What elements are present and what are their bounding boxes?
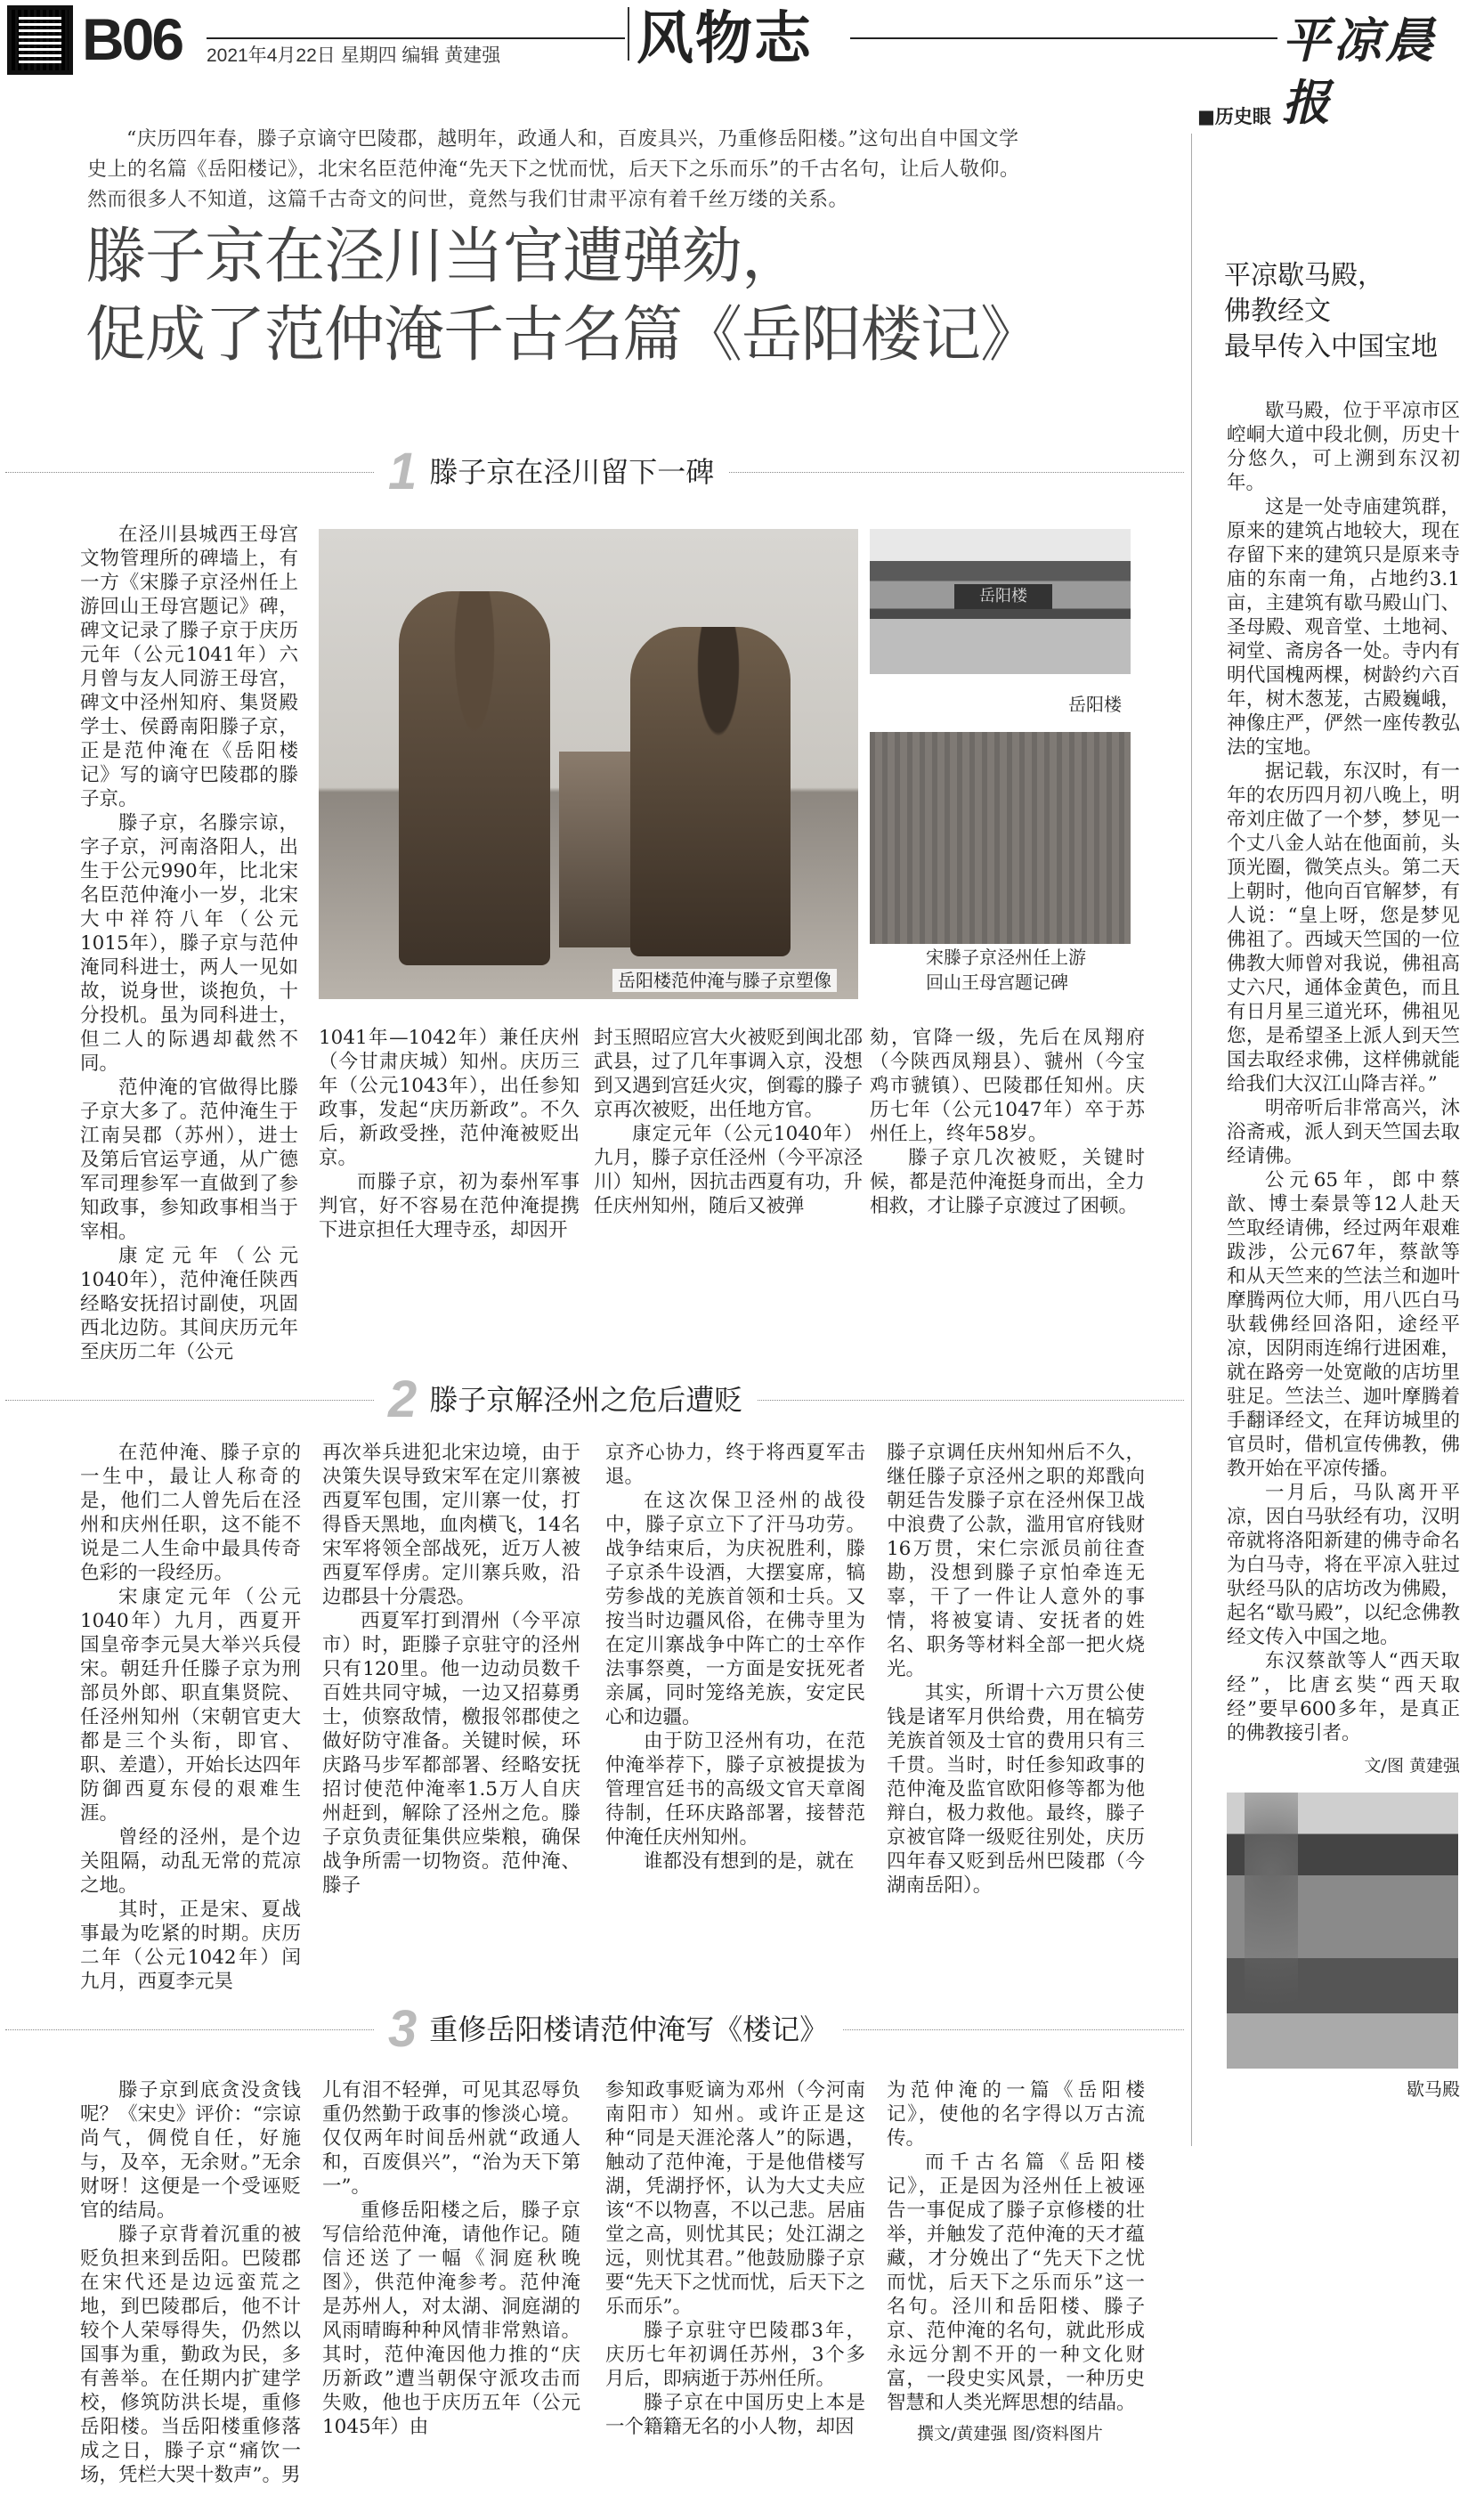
paragraph: 歇马殿，位于平凉市区崆峒大道中段北侧，历史十分悠久，可上溯到东汉初年。 (1227, 400, 1460, 494)
paragraph: 重修岳阳楼之后，滕子京写信给范仲淹，请他作记。随信还送了一幅《洞庭秋晚图》，供范仲淹参考。范仲淹是苏州人，对太湖、洞庭湖的风雨晴晦种种风情非常熟谙。其时，范仲淹因他力推的“庆历新政”遭当朝保守派攻击而失败，他也于庆历五年（公元1045年）由 (322, 2199, 580, 2438)
title-line: 最早传入中国宝地 (1224, 331, 1438, 362)
paragraph: 其时，正是宋、夏战事最为吃紧的时期。庆历二年（公元1042年）闰九月，西夏李元昊 (80, 1898, 301, 1993)
paragraph: 京齐心协力，终于将西夏军击退。 (605, 1442, 865, 1488)
article-column (80, 1441, 301, 1994)
photo-caption: 岳阳楼 (1068, 694, 1122, 715)
paragraph: 1041年—1042年）兼任庆州（今甘肃庆城）知州。庆历三年（公元1043年），出任参知政事，发起“庆历新政”。不久后，新政受挫，范仲淹被贬出京。 (319, 1027, 580, 1169)
headline-line: 滕子京在泾川当官遭弹劾， (85, 222, 802, 292)
date-editor: 2021年4月22日 星期四 编辑 黄建强 (207, 45, 501, 66)
paragraph: 宋康定元年（公元1040年）九月，西夏开国皇帝李元昊大举兴兵侵宋。朝廷升任滕子京为刑部员外郎、职直集贤院、任泾州知州（宋朝官吏大都是三个头衔，即官、职、差遣），开始长达四年防御西夏东侵的艰难生涯。 (80, 1586, 301, 1825)
column-label: ■历史眼 (1197, 106, 1271, 127)
paragraph: 这是一处寺庙建筑群，原来的建筑占地较大，现在存留下来的建筑只是原来寺庙的东南一角，占地约3.1亩，主建筑有歇马殿山门、圣母殿、观音堂、土地祠、祠堂、斋房各一处。寺内有明代国槐两棵，树龄约六百年，树木葱茏，古殿巍峨，神像庄严，俨然一座传教弘法的宝地。 (1227, 496, 1460, 759)
photo-caption: 歇马殿 (1407, 2078, 1460, 2100)
section-title: 风物志 (637, 5, 813, 72)
paragraph: 参知政事贬谪为邓州（今河南南阳市）知州。或许正是这种“同是天涯沦落人”的际遇，触动了范仲淹，于是他借楼写湖，凭湖抒怀，认为大丈夫应该“不以物喜，不以己悲。居庙堂之高，则忧其民；处江湖之远，则忧其君。”他鼓励滕子京要“先天下之忧而忧，后天下之乐而乐”。 (605, 2079, 865, 2318)
paragraph: 滕子京驻守巴陵郡3年，庆历七年初调任苏州，3个多月后，即病逝于苏州任所。 (605, 2320, 865, 2390)
headline-line: 促成了范仲淹千古名篇《岳阳楼记》 (85, 300, 1041, 370)
paragraph: 滕子京，名滕宗谅，字子京，河南洛阳人，出生于公元990年，比北宋名臣范仲淹小一岁，北宋大中祥符八年（公元1015年），滕子京与范仲淹同科进士，两人一见如故，说身世，谈抱负，十分投机。虽为同科进士，但二人的际遇却截然不同。 (80, 812, 298, 1075)
paragraph: 康定元年（公元1040年），范仲淹任陕西经略安抚招讨副使，巩固西北边防。其间庆历元年至庆历二年（公元 (80, 1245, 298, 1363)
sidebar-article (1227, 399, 1460, 2101)
article-column (870, 1026, 1145, 1218)
article-column (605, 2078, 865, 2439)
article-credit: 撰文/黄建强 图/资料图片 (917, 2424, 1103, 2443)
table (559, 752, 630, 947)
section-heading (0, 2000, 1184, 2058)
paragraph: 封玉照昭应宫大火被贬到闽北邵武县，过了几年事调入京，没想到又遇到宫廷火灾，倒霉的滕子京再次被贬，出任地方官。 (594, 1027, 863, 1121)
paragraph: 为范仲淹的一篇《岳阳楼记》，使他的名字得以万古流传。 (887, 2079, 1145, 2150)
qr-code (7, 5, 73, 75)
paragraph: 一月后，马队离开平凉，因白马驮经有功，汉明帝就将洛阳新建的佛寺命名为白马寺，将在平凉入驻过驮经马队的店坊改为佛殿，起名“歇马殿”，以纪念佛教经文传入中国之地。 (1227, 1482, 1460, 1648)
sidebar-body (1227, 399, 1460, 1745)
section-heading (0, 1370, 1184, 1428)
paragraph: 滕子京几次被贬，关键时候，都是范仲淹挺身而出，全力相救，才让滕子京渡过了困顿。 (870, 1147, 1145, 1217)
paragraph: 滕子京到底贪没贪钱呢？《宋史》评价：“宗谅尚气，倜傥自任，好施与，及卒，无余财。”无余财呀！这便是一个受诬贬官的结局。 (80, 2079, 301, 2222)
paragraph: 在泾川县城西王母宫文物管理所的碑墙上，有一方《宋滕子京泾州任上游回山王母宫题记》碑，碑文记录了滕子京于庆历元年（公元1041年）六月曾与友人同游王母宫，碑文中泾州知府、集贤殿学士、侯爵南阳滕子京，正是范仲淹在《岳阳楼记》写的谪守巴陵郡的滕子京。 (80, 524, 298, 810)
header-rule (207, 37, 625, 39)
section-number: 1 (388, 443, 418, 500)
article-column (887, 1441, 1145, 1898)
tower-plaque: 岳阳楼 (954, 584, 1052, 609)
paragraph: 公元65年，郎中蔡歆、博士秦景等12人赴天竺取经请佛，经过两年艰难跋涉，公元67年，蔡歆等和从天竺来的竺法兰和迦叶摩腾两位大师，用八匹白马驮载佛经回洛阳，途经平凉，因阴雨连绵行进困难，就在路旁一处宽敞的店坊里驻足。竺法兰、迦叶摩腾着手翻译经文，在拜访城里的官员时，借机宣传佛教，佛教开始在平凉传播。 (1227, 1169, 1460, 1480)
intro-lead: “庆历四年春，滕子京谪守巴陵郡，越明年，政通人和，百废具兴，乃重修岳阳楼。”这句出自中国文学史上的名篇《岳阳楼记》，北宋名臣范仲淹“先天下之忧而忧，后天下之乐而乐”的千古名句，让后人敬仰。然而很多人不知道，这篇千古奇文的问世，竟然与我们甘肃平凉有着千丝万缕的关系。 (87, 128, 1020, 211)
paragraph: 康定元年（公元1040年）九月，滕子京任泾州（今平凉泾川）知州，因抗击西夏有功，升任庆州知州，随后又被弹 (594, 1123, 863, 1217)
yueyang-tower-photo (870, 529, 1131, 674)
article-column (322, 2078, 580, 2439)
paragraph: 其实，所谓十六万贯公使钱是诸军月供给费，用在犒劳羌族首领及士官的费用只有三千贯。当时，时任参知政事的范仲淹及监官欧阳修等都为他辩白，极力救他。最终，滕子京被官降一级贬往别处，庆历四年春又贬到岳州巴陵郡（今湖南岳阳）。 (887, 1682, 1145, 1897)
paragraph: 范仲淹的官做得比滕子京大多了。范仲淹生于江南吴郡（苏州），进士及第后官运亨通，从广德军司理参军一直做到了参知政事，参知政事相当于宰相。 (80, 1077, 298, 1243)
paragraph: 据记载，东汉时，有一年的农历四月初八晚上，明帝刘庄做了一个梦，梦见一个丈八金人站在他面前，头顶光圈，微笑点头。第二天上朝时，他向百官解梦，有人说：“皇上呀，您是梦见佛祖了。西域天竺国的一位佛教大师曾对我说，佛祖高丈六尺，通体金黄色，而且有日月星三道光环，佛祖见您，是希望圣上派人到天竺国去取经求佛，这样佛就能给我们大汉江山降吉祥。” (1227, 760, 1460, 1095)
section-title: 重修岳阳楼请范仲淹写《楼记》 (429, 2012, 829, 2046)
article-column (80, 2078, 301, 2487)
paragraph: 由于防卫泾州有功，在范仲淹举荐下，滕子京被提拔为管理宫廷书的高级文官天章阁待制，任环庆路部署，接替范仲淹任庆州知州。 (605, 1730, 865, 1849)
photo-caption: 宋滕子京泾州任上游 (926, 947, 1086, 968)
paragraph: 明帝听后非常高兴，沐浴斋戒，派人到天竺国去取经请佛。 (1227, 1097, 1460, 1167)
paragraph: 滕子京在中国历史上本是一个籍籍无名的小人物，却因 (605, 2392, 865, 2438)
page-number: B06 (82, 6, 182, 72)
photo-caption: 岳阳楼范仲淹与滕子京塑像 (612, 969, 837, 992)
paragraph: 在这次保卫泾州的战役中，滕子京立下了汗马功劳。战争结束后，为庆祝胜利，滕子京杀牛设酒，大摆宴席，犒劳参战的羌族首领和士兵。又按当时边疆风俗，在佛寺里为在定川寨战争中阵亡的士卒作法事祭奠，一方面是安抚死者亲属，同时笼络羌族，安定民心和边疆。 (605, 1490, 865, 1728)
headline (85, 218, 1180, 375)
photo-caption: 回山王母宫题记碑 (926, 972, 1068, 993)
paragraph: 劾，官降一级，先后在凤翔府（今陕西凤翔县）、虢州（今宝鸡市虢镇）、巴陵郡任知州。庆历七年（公元1047年）卒于苏州任上，终年58岁。 (870, 1027, 1145, 1145)
article-column (319, 1026, 580, 1242)
article-column (322, 1441, 580, 1898)
paragraph: 滕子京调任庆州知州后不久，继任滕子京泾州之职的郑戬向朝廷告发滕子京在泾州保卫战中浪费了公款，滥用官府钱财16万贯，宋仁宗派员前往查勘，没想到滕子京怕牵连无辜，干了一件让人意外的事情，将被宴请、安抚者的姓名、职务等材料全部一把火烧光。 (887, 1442, 1145, 1680)
paragraph: 西夏军打到渭州（今平凉市）时，距滕子京驻守的泾州只有120里。他一边动员数千百姓共同守城，一边又招募勇士，侦察敌情，檄报邻郡使之做好防守准备。关键时候，环庆路马步军都部署、经略安抚招讨使范仲淹率1.5万人自庆州赶到，解除了泾州之危。滕子京负责征集供应柴粮，确保战争所需一切物资。范仲淹、滕子 (322, 1610, 580, 1897)
paragraph: 再次举兵进犯北宋边境，由于决策失误导致宋军在定川寨被西夏军包围，定川寨一仗，打得昏天黑地，血肉横飞，14名宋军将领全部战死，近万人被西夏军俘虏。定川寨兵败，沿边郡县十分震恐。 (322, 1442, 580, 1608)
section-number: 3 (388, 2000, 418, 2058)
paragraph: 而滕子京，初为泰州军事判官，好不容易在范仲淹提携下进京担任大理寺丞，却因开 (319, 1171, 580, 1241)
sidebar-divider (1191, 134, 1192, 2146)
newspaper-logo: 平凉晨报 (1282, 12, 1437, 131)
header-rule (850, 37, 1277, 39)
header-divider (628, 7, 629, 61)
stele-photo (870, 732, 1131, 944)
section-number: 2 (388, 1370, 418, 1428)
title-line: 平凉歇马殿， (1224, 260, 1384, 291)
sidebar-credit: 文/图 黄建强 (1364, 1756, 1460, 1776)
tree (1245, 1793, 1298, 2060)
statue-left (399, 591, 550, 965)
sidebar-title (1224, 258, 1438, 365)
paragraph: 儿有泪不轻弹，可见其忍辱负重仍然勤于政事的惨淡心境。仅仅两年时间岳州就“政通人和，百废俱兴”，“治为天下第一”。 (322, 2079, 580, 2198)
title-line: 佛教经文 (1224, 296, 1331, 327)
paragraph: 曾经的泾州，是个边关阻隔，动乱无常的荒凉之地。 (80, 1826, 301, 1897)
article-column (605, 1441, 865, 1874)
paragraph: 滕子京背着沉重的被贬负担来到岳阳。巴陵郡在宋代还是边远蛮荒之地，到巴陵郡后，他不计较个人荣辱得失，仍然以国事为重，勤政为民，多有善举。在任期内扩建学校，修筑防洪长堤，重修岳阳楼。当岳阳楼重修落成之日，滕子京“痛饮一场，凭栏大哭十数声”。男 (80, 2224, 301, 2486)
statue-photo (319, 529, 858, 999)
statue-right (630, 627, 791, 956)
article-column (887, 2078, 1145, 2415)
section-heading (0, 443, 1184, 500)
article-column (594, 1026, 863, 1218)
xiema-hall-photo (1227, 1793, 1458, 2069)
paragraph: 在范仲淹、滕子京的一生中，最让人称奇的是，他们二人曾先后在泾州和庆州任职，这不能不说是二人生命中最具传奇色彩的一段经历。 (80, 1442, 301, 1584)
article-column (80, 523, 298, 1364)
paragraph: 而千古名篇《岳阳楼记》，正是因为泾州任上被诬告一事促成了滕子京修楼的壮举，并触发了范仲淹的天才蕴藏，才分娩出了“先天下之忧而忧，后天下之乐而乐”这一名句。泾川和岳阳楼、滕子京、范仲淹的名句，就此形成永远分割不开的一种文化财富，一段史实风景，一种历史智慧和人类光辉思想的结晶。 (887, 2151, 1145, 2414)
section-title: 滕子京解泾州之危后遭贬 (429, 1383, 743, 1417)
paragraph: 谁都没有想到的是，就在 (644, 1850, 855, 1873)
section-title: 滕子京在泾川留下一碑 (429, 455, 715, 489)
paragraph: 东汉蔡歆等人“西天取经”，比唐玄奘“西天取经”要早600多年，是真正的佛教接引者。 (1227, 1650, 1460, 1744)
